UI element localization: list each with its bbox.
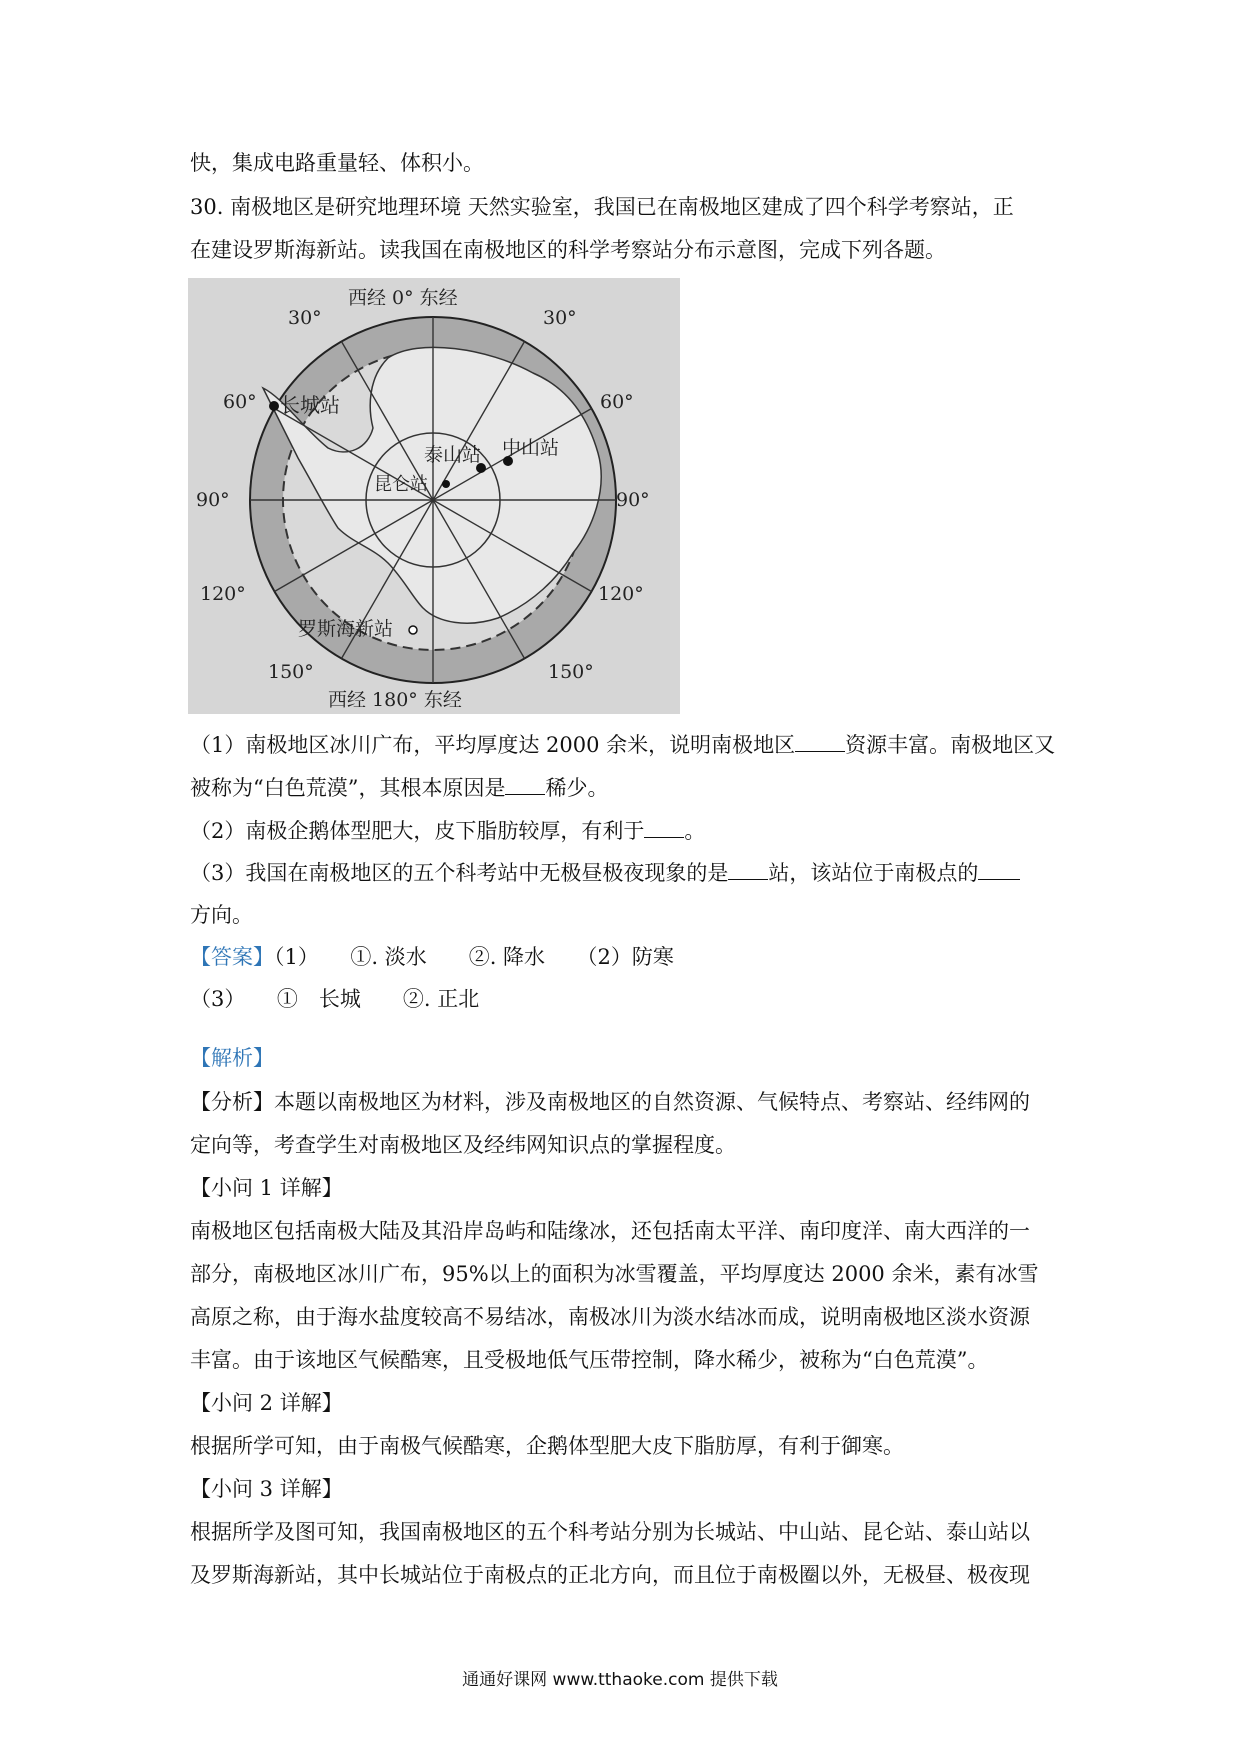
sub-question-3: （3）我国在南极地区的五个科考站中无极昼极夜现象的是 站，该站位于南极点的 xyxy=(190,858,1020,888)
answer-blank[interactable] xyxy=(728,859,768,880)
lon-60-left: 60° xyxy=(223,391,257,413)
answer-tag: 【答案】 xyxy=(190,945,274,969)
changcheng-station-dot xyxy=(269,401,279,411)
sub-question-2: （2）南极企鹅体型肥大，皮下脂肪较厚，有利于 。 xyxy=(190,819,706,843)
explanation-line: 根据所学可知，由于南极气候酷寒，企鹅体型肥大皮下脂肪厚，有利于御寒。 xyxy=(190,1434,904,1458)
antarctic-station-map xyxy=(188,278,680,714)
answer-blank[interactable] xyxy=(795,731,845,752)
lon-30-left: 30° xyxy=(288,307,322,329)
map-top-label: 西经 0° 东经 xyxy=(348,287,458,309)
lon-90-right: 90° xyxy=(616,489,650,511)
lon-90-left: 90° xyxy=(196,489,230,511)
sub-question-1a: （1）南极地区冰川广布，平均厚度达 2000 余米，说明南极地区 资源丰富。南极地区又 xyxy=(190,733,1056,757)
lon-60-right: 60° xyxy=(600,391,634,413)
subsection-heading-3: 【小问 3 详解】 xyxy=(190,1477,343,1501)
kunlun-station-dot xyxy=(442,480,450,488)
subsection-heading-2: 【小问 2 详解】 xyxy=(190,1391,343,1415)
luosihai-station-dot xyxy=(409,626,417,634)
luosihai-station-label: 罗斯海新站 xyxy=(298,618,394,640)
lon-120-left: 120° xyxy=(200,583,246,605)
map-bottom-label: 西经 180° 东经 xyxy=(328,689,462,711)
lon-30-right: 30° xyxy=(543,307,577,329)
page-footer: 通通好课网 www.tthaoke.com 提供下载 xyxy=(462,1670,778,1690)
sub-question-1b: 被称为“白色荒漠”，其根本原因是 稀少。 xyxy=(190,776,609,800)
lon-120-right: 120° xyxy=(598,583,644,605)
taishan-station-label: 泰山站 xyxy=(424,444,482,466)
sub-question-3-cont: 方向。 xyxy=(190,903,253,927)
kunlun-station-label: 昆仑站 xyxy=(374,474,428,495)
explanation-line: 南极地区包括南极大陆及其沿岸岛屿和陆缘冰，还包括南太平洋、南印度洋、南大西洋的一 xyxy=(190,1219,1030,1243)
analysis-tag: 【解析】 xyxy=(190,1046,274,1070)
question-30-stem: 30. 南极地区是研究地理环境 天然实验室，我国已在南极地区建成了四个科学考察站，正 xyxy=(190,195,1014,219)
explanation-line: 部分，南极地区冰川广布，95%以上的面积为冰雪覆盖，平均厚度达 2000 余米，素有冰雪 xyxy=(190,1262,1039,1286)
question-30-stem-cont: 在建设罗斯海新站。读我国在南极地区的科学考察站分布示意图，完成下列各题。 xyxy=(190,238,946,262)
zhongshan-station-label: 中山站 xyxy=(502,437,560,459)
answer-line-1: 【答案】（1） ①. 淡水 ②. 降水 （2）防寒 xyxy=(190,945,674,969)
answer-blank[interactable] xyxy=(644,817,684,838)
changcheng-station-label: 长城站 xyxy=(280,393,340,417)
explanation-line: 及罗斯海新站，其中长城站位于南极点的正北方向，而且位于南极圈以外，无极昼、极夜现 xyxy=(190,1563,1030,1587)
answer-line-2: （3） ① 长城 ②. 正北 xyxy=(190,987,480,1011)
explanation-line: 丰富。由于该地区气候酷寒，且受极地低气压带控制，降水稀少，被称为“白色荒漠”。 xyxy=(190,1348,989,1372)
answer-blank[interactable] xyxy=(505,774,545,795)
text-line: 快，集成电路重量轻、体积小。 xyxy=(190,151,484,175)
explanation-line: 根据所学及图可知，我国南极地区的五个科考站分别为长城站、中山站、昆仑站、泰山站以 xyxy=(190,1520,1030,1544)
lon-150-right: 150° xyxy=(548,661,594,683)
explanation-line: 高原之称，由于海水盐度较高不易结冰，南极冰川为淡水结冰而成，说明南极地区淡水资源 xyxy=(190,1305,1030,1329)
analysis-line: 定向等，考查学生对南极地区及经纬网知识点的掌握程度。 xyxy=(190,1133,736,1157)
analysis-line: 【分析】本题以南极地区为材料，涉及南极地区的自然资源、气候特点、考察站、经纬网的 xyxy=(190,1090,1030,1114)
lon-150-left: 150° xyxy=(268,661,314,683)
subsection-heading-1: 【小问 1 详解】 xyxy=(190,1176,343,1200)
answer-blank[interactable] xyxy=(978,859,1020,880)
